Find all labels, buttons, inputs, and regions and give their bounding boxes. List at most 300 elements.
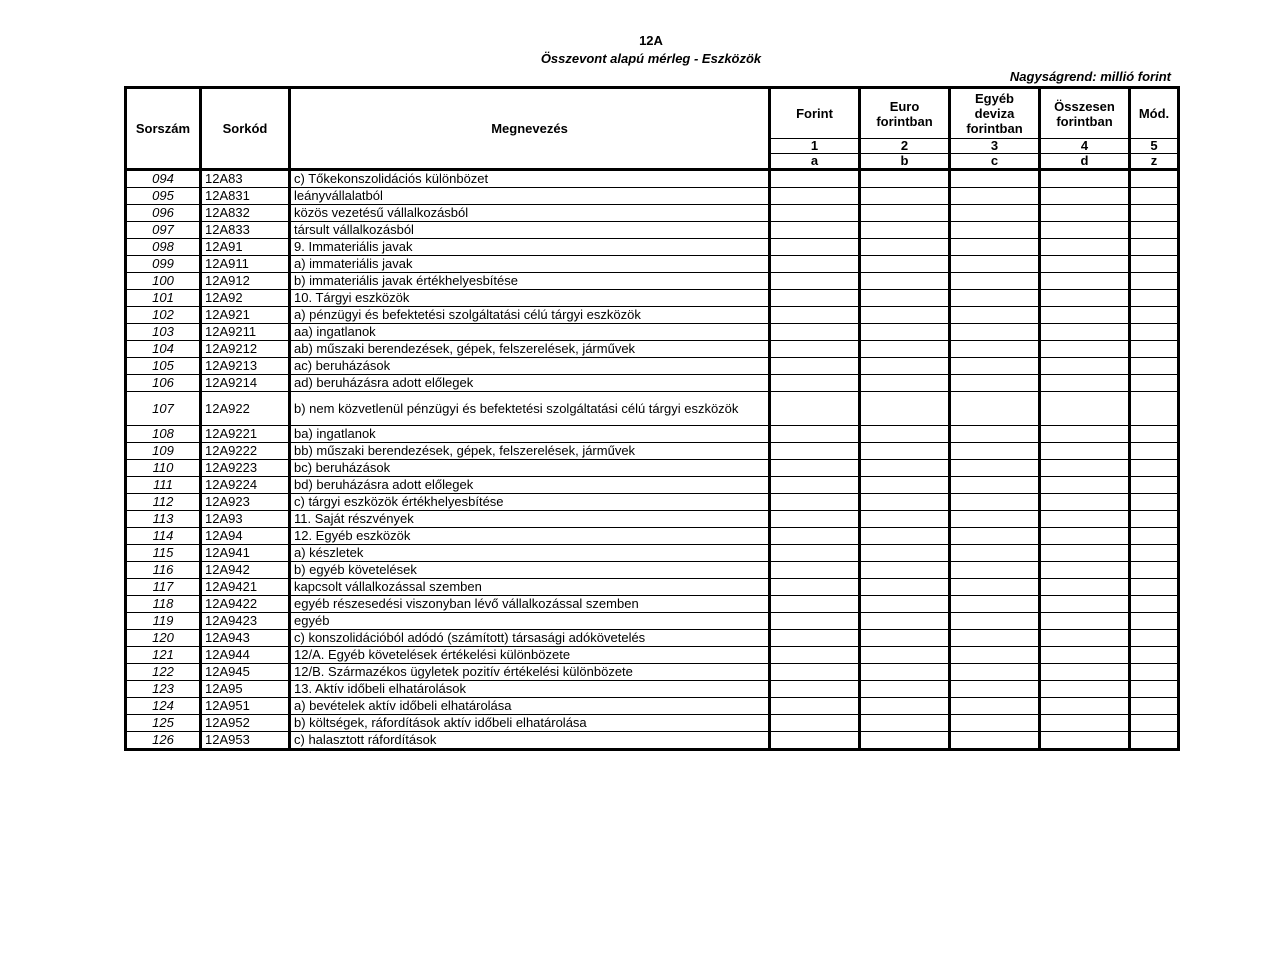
row-name: 12/A. Egyéb követelések értékelési különbözete <box>290 647 770 664</box>
cell-euro[interactable] <box>860 358 950 375</box>
cell-euro[interactable] <box>860 545 950 562</box>
cell-mod[interactable] <box>1130 375 1179 392</box>
cell-forint[interactable] <box>770 222 860 239</box>
row-code: 12A94 <box>201 528 290 545</box>
cell-osszesen[interactable] <box>1040 562 1130 579</box>
cell-forint[interactable] <box>770 698 860 715</box>
row-name: b) egyéb követelések <box>290 562 770 579</box>
cell-euro[interactable] <box>860 256 950 273</box>
cell-euro[interactable] <box>860 511 950 528</box>
row-seq: 115 <box>126 545 201 562</box>
header-sorkod: Sorkód <box>201 88 290 170</box>
row-seq: 110 <box>126 460 201 477</box>
cell-euro[interactable] <box>860 732 950 750</box>
row-seq: 105 <box>126 358 201 375</box>
cell-mod[interactable] <box>1130 681 1179 698</box>
cell-forint[interactable] <box>770 579 860 596</box>
cell-osszesen[interactable] <box>1040 443 1130 460</box>
col-number: 2 <box>860 139 950 154</box>
row-name: aa) ingatlanok <box>290 324 770 341</box>
cell-osszesen[interactable] <box>1040 460 1130 477</box>
cell-mod[interactable] <box>1130 307 1179 324</box>
cell-forint[interactable] <box>770 664 860 681</box>
cell-forint[interactable] <box>770 545 860 562</box>
cell-egyeb-deviza[interactable] <box>950 477 1040 494</box>
cell-osszesen[interactable] <box>1040 256 1130 273</box>
cell-forint[interactable] <box>770 392 860 426</box>
col-letter: a <box>770 154 860 170</box>
col-letter: z <box>1130 154 1179 170</box>
row-seq: 122 <box>126 664 201 681</box>
table-row <box>126 732 1179 750</box>
cell-mod[interactable] <box>1130 273 1179 290</box>
cell-osszesen[interactable] <box>1040 341 1130 358</box>
row-name: társult vállalkozásból <box>290 222 770 239</box>
row-seq: 111 <box>126 477 201 494</box>
col-number: 5 <box>1130 139 1179 154</box>
table-row <box>126 681 1179 698</box>
row-name: bb) műszaki berendezések, gépek, felszerelések, járművek <box>290 443 770 460</box>
cell-forint[interactable] <box>770 443 860 460</box>
cell-mod[interactable] <box>1130 596 1179 613</box>
cell-osszesen[interactable] <box>1040 375 1130 392</box>
cell-osszesen[interactable] <box>1040 545 1130 562</box>
cell-osszesen[interactable] <box>1040 647 1130 664</box>
cell-euro[interactable] <box>860 170 950 188</box>
cell-osszesen[interactable] <box>1040 426 1130 443</box>
table-row <box>126 392 1179 426</box>
cell-forint[interactable] <box>770 273 860 290</box>
cell-euro[interactable] <box>860 579 950 596</box>
cell-mod[interactable] <box>1130 239 1179 256</box>
cell-euro[interactable] <box>860 647 950 664</box>
cell-forint[interactable] <box>770 562 860 579</box>
table-row <box>126 596 1179 613</box>
row-seq: 118 <box>126 596 201 613</box>
cell-egyeb-deviza[interactable] <box>950 511 1040 528</box>
cell-mod[interactable] <box>1130 698 1179 715</box>
cell-osszesen[interactable] <box>1040 681 1130 698</box>
cell-mod[interactable] <box>1130 494 1179 511</box>
cell-osszesen[interactable] <box>1040 494 1130 511</box>
cell-euro[interactable] <box>860 477 950 494</box>
row-seq: 124 <box>126 698 201 715</box>
cell-euro[interactable] <box>860 375 950 392</box>
cell-mod[interactable] <box>1130 732 1179 750</box>
row-name: a) pénzügyi és befektetési szolgáltatási célú tárgyi eszközök <box>290 307 770 324</box>
header-mod: Mód. <box>1130 88 1179 139</box>
row-code: 12A9222 <box>201 443 290 460</box>
table-row <box>126 290 1179 307</box>
table-row <box>126 426 1179 443</box>
cell-mod[interactable] <box>1130 358 1179 375</box>
table-row <box>126 307 1179 324</box>
cell-forint[interactable] <box>770 494 860 511</box>
cell-euro[interactable] <box>860 596 950 613</box>
cell-mod[interactable] <box>1130 341 1179 358</box>
cell-osszesen[interactable] <box>1040 630 1130 647</box>
cell-osszesen[interactable] <box>1040 324 1130 341</box>
row-code: 12A9224 <box>201 477 290 494</box>
cell-mod[interactable] <box>1130 426 1179 443</box>
cell-mod[interactable] <box>1130 170 1179 188</box>
row-seq: 114 <box>126 528 201 545</box>
row-seq: 097 <box>126 222 201 239</box>
row-code: 12A83 <box>201 170 290 188</box>
cell-euro[interactable] <box>860 494 950 511</box>
cell-egyeb-deviza[interactable] <box>950 443 1040 460</box>
cell-forint[interactable] <box>770 170 860 188</box>
header-sorszam: Sorszám <box>126 88 201 170</box>
cell-forint[interactable] <box>770 613 860 630</box>
cell-mod[interactable] <box>1130 545 1179 562</box>
table-row <box>126 698 1179 715</box>
header-megnevezes: Megnevezés <box>290 88 770 170</box>
cell-mod[interactable] <box>1130 188 1179 205</box>
row-seq: 117 <box>126 579 201 596</box>
cell-egyeb-deviza[interactable] <box>950 222 1040 239</box>
cell-egyeb-deviza[interactable] <box>950 647 1040 664</box>
cell-egyeb-deviza[interactable] <box>950 290 1040 307</box>
cell-forint[interactable] <box>770 477 860 494</box>
cell-osszesen[interactable] <box>1040 698 1130 715</box>
row-name: b) immateriális javak értékhelyesbítése <box>290 273 770 290</box>
row-seq: 099 <box>126 256 201 273</box>
table-row <box>126 545 1179 562</box>
cell-euro[interactable] <box>860 290 950 307</box>
page-title: 12A <box>639 33 663 48</box>
cell-egyeb-deviza[interactable] <box>950 324 1040 341</box>
cell-osszesen[interactable] <box>1040 528 1130 545</box>
cell-euro[interactable] <box>860 205 950 222</box>
cell-mod[interactable] <box>1130 579 1179 596</box>
table-row <box>126 341 1179 358</box>
cell-mod[interactable] <box>1130 613 1179 630</box>
row-seq: 102 <box>126 307 201 324</box>
cell-mod[interactable] <box>1130 562 1179 579</box>
row-seq: 098 <box>126 239 201 256</box>
cell-euro[interactable] <box>860 528 950 545</box>
table-row <box>126 358 1179 375</box>
row-name: bd) beruházásra adott előlegek <box>290 477 770 494</box>
cell-euro[interactable] <box>860 630 950 647</box>
row-code: 12A9421 <box>201 579 290 596</box>
row-code: 12A952 <box>201 715 290 732</box>
row-seq: 104 <box>126 341 201 358</box>
col-number: 4 <box>1040 139 1130 154</box>
cell-egyeb-deviza[interactable] <box>950 664 1040 681</box>
table-row <box>126 494 1179 511</box>
table-row <box>126 562 1179 579</box>
row-code: 12A9214 <box>201 375 290 392</box>
table-row <box>126 256 1179 273</box>
col-number: 3 <box>950 139 1040 154</box>
cell-forint[interactable] <box>770 647 860 664</box>
row-code: 12A833 <box>201 222 290 239</box>
cell-euro[interactable] <box>860 460 950 477</box>
cell-forint[interactable] <box>770 307 860 324</box>
cell-euro[interactable] <box>860 715 950 732</box>
cell-mod[interactable] <box>1130 205 1179 222</box>
cell-osszesen[interactable] <box>1040 273 1130 290</box>
cell-forint[interactable] <box>770 460 860 477</box>
cell-euro[interactable] <box>860 341 950 358</box>
row-name: 13. Aktív időbeli elhatárolások <box>290 681 770 698</box>
cell-mod[interactable] <box>1130 630 1179 647</box>
cell-egyeb-deviza[interactable] <box>950 188 1040 205</box>
cell-egyeb-deviza[interactable] <box>950 375 1040 392</box>
row-code: 12A941 <box>201 545 290 562</box>
row-code: 12A922 <box>201 392 290 426</box>
cell-egyeb-deviza[interactable] <box>950 205 1040 222</box>
row-code: 12A95 <box>201 681 290 698</box>
row-name: 9. Immateriális javak <box>290 239 770 256</box>
cell-egyeb-deviza[interactable] <box>950 358 1040 375</box>
cell-egyeb-deviza[interactable] <box>950 494 1040 511</box>
table-row <box>126 579 1179 596</box>
cell-osszesen[interactable] <box>1040 579 1130 596</box>
cell-euro[interactable] <box>860 443 950 460</box>
cell-egyeb-deviza[interactable] <box>950 307 1040 324</box>
cell-mod[interactable] <box>1130 290 1179 307</box>
cell-mod[interactable] <box>1130 664 1179 681</box>
cell-mod[interactable] <box>1130 715 1179 732</box>
row-seq: 100 <box>126 273 201 290</box>
row-name: leányvállalatból <box>290 188 770 205</box>
row-seq: 116 <box>126 562 201 579</box>
row-seq: 126 <box>126 732 201 750</box>
col-letter: b <box>860 154 950 170</box>
row-name: c) tárgyi eszközök értékhelyesbítése <box>290 494 770 511</box>
header-euro: Euro forintban <box>860 88 950 139</box>
cell-euro[interactable] <box>860 324 950 341</box>
table-row <box>126 630 1179 647</box>
cell-mod[interactable] <box>1130 443 1179 460</box>
cell-egyeb-deviza[interactable] <box>950 273 1040 290</box>
col-letter: c <box>950 154 1040 170</box>
cell-osszesen[interactable] <box>1040 205 1130 222</box>
row-name: a) bevételek aktív időbeli elhatárolása <box>290 698 770 715</box>
cell-euro[interactable] <box>860 562 950 579</box>
cell-euro[interactable] <box>860 239 950 256</box>
row-name: 10. Tárgyi eszközök <box>290 290 770 307</box>
cell-forint[interactable] <box>770 188 860 205</box>
row-code: 12A9221 <box>201 426 290 443</box>
row-name: a) immateriális javak <box>290 256 770 273</box>
cell-osszesen[interactable] <box>1040 715 1130 732</box>
cell-forint[interactable] <box>770 681 860 698</box>
cell-egyeb-deviza[interactable] <box>950 579 1040 596</box>
cell-mod[interactable] <box>1130 392 1179 426</box>
cell-osszesen[interactable] <box>1040 239 1130 256</box>
row-seq: 120 <box>126 630 201 647</box>
cell-egyeb-deviza[interactable] <box>950 613 1040 630</box>
cell-egyeb-deviza[interactable] <box>950 256 1040 273</box>
row-code: 12A951 <box>201 698 290 715</box>
cell-osszesen[interactable] <box>1040 664 1130 681</box>
cell-osszesen[interactable] <box>1040 511 1130 528</box>
row-seq: 123 <box>126 681 201 698</box>
row-code: 12A9422 <box>201 596 290 613</box>
row-name: ad) beruházásra adott előlegek <box>290 375 770 392</box>
cell-mod[interactable] <box>1130 222 1179 239</box>
cell-forint[interactable] <box>770 205 860 222</box>
row-name: a) készletek <box>290 545 770 562</box>
cell-forint[interactable] <box>770 732 860 750</box>
row-code: 12A942 <box>201 562 290 579</box>
row-seq: 109 <box>126 443 201 460</box>
cell-egyeb-deviza[interactable] <box>950 715 1040 732</box>
cell-osszesen[interactable] <box>1040 290 1130 307</box>
table-row <box>126 460 1179 477</box>
row-seq: 121 <box>126 647 201 664</box>
cell-osszesen[interactable] <box>1040 307 1130 324</box>
cell-euro[interactable] <box>860 273 950 290</box>
row-seq: 094 <box>126 170 201 188</box>
table-row <box>126 664 1179 681</box>
table-row <box>126 375 1179 392</box>
row-code: 12A9223 <box>201 460 290 477</box>
row-code: 12A923 <box>201 494 290 511</box>
cell-egyeb-deviza[interactable] <box>950 681 1040 698</box>
cell-mod[interactable] <box>1130 647 1179 664</box>
row-seq: 095 <box>126 188 201 205</box>
row-code: 12A911 <box>201 256 290 273</box>
cell-egyeb-deviza[interactable] <box>950 528 1040 545</box>
cell-forint[interactable] <box>770 375 860 392</box>
cell-forint[interactable] <box>770 290 860 307</box>
cell-osszesen[interactable] <box>1040 170 1130 188</box>
cell-euro[interactable] <box>860 664 950 681</box>
page-subtitle: Összevont alapú mérleg - Eszközök <box>540 51 762 66</box>
cell-osszesen[interactable] <box>1040 613 1130 630</box>
row-code: 12A9212 <box>201 341 290 358</box>
row-name: egyéb részesedési viszonyban lévő vállalkozással szemben <box>290 596 770 613</box>
cell-mod[interactable] <box>1130 511 1179 528</box>
cell-egyeb-deviza[interactable] <box>950 239 1040 256</box>
cell-euro[interactable] <box>860 698 950 715</box>
row-seq: 096 <box>126 205 201 222</box>
row-code: 12A953 <box>201 732 290 750</box>
row-name: c) halasztott ráfordítások <box>290 732 770 750</box>
row-code: 12A9211 <box>201 324 290 341</box>
row-name: egyéb <box>290 613 770 630</box>
cell-forint[interactable] <box>770 256 860 273</box>
row-seq: 119 <box>126 613 201 630</box>
row-name: ac) beruházások <box>290 358 770 375</box>
cell-euro[interactable] <box>860 681 950 698</box>
cell-euro[interactable] <box>860 426 950 443</box>
table-row <box>126 511 1179 528</box>
cell-mod[interactable] <box>1130 256 1179 273</box>
cell-egyeb-deviza[interactable] <box>950 630 1040 647</box>
row-code: 12A832 <box>201 205 290 222</box>
cell-osszesen[interactable] <box>1040 188 1130 205</box>
cell-egyeb-deviza[interactable] <box>950 170 1040 188</box>
row-name: ba) ingatlanok <box>290 426 770 443</box>
cell-mod[interactable] <box>1130 528 1179 545</box>
row-code: 12A912 <box>201 273 290 290</box>
table-row <box>126 647 1179 664</box>
row-name: c) Tőkekonszolidációs különbözet <box>290 170 770 188</box>
cell-egyeb-deviza[interactable] <box>950 732 1040 750</box>
cell-egyeb-deviza[interactable] <box>950 392 1040 426</box>
row-seq: 113 <box>126 511 201 528</box>
cell-euro[interactable] <box>860 392 950 426</box>
cell-osszesen[interactable] <box>1040 596 1130 613</box>
table-row <box>126 613 1179 630</box>
cell-forint[interactable] <box>770 426 860 443</box>
row-name: 11. Saját részvények <box>290 511 770 528</box>
row-code: 12A921 <box>201 307 290 324</box>
row-code: 12A831 <box>201 188 290 205</box>
row-name: b) nem közvetlenül pénzügyi és befektetési szolgáltatási célú tárgyi eszközök <box>290 392 770 426</box>
cell-osszesen[interactable] <box>1040 732 1130 750</box>
table-row <box>126 324 1179 341</box>
row-seq: 108 <box>126 426 201 443</box>
table-row <box>126 239 1179 256</box>
cell-egyeb-deviza[interactable] <box>950 545 1040 562</box>
table-row <box>126 205 1179 222</box>
cell-egyeb-deviza[interactable] <box>950 596 1040 613</box>
cell-forint[interactable] <box>770 630 860 647</box>
row-name: c) konszolidációból adódó (számított) társasági adókövetelés <box>290 630 770 647</box>
cell-forint[interactable] <box>770 324 860 341</box>
cell-egyeb-deviza[interactable] <box>950 460 1040 477</box>
cell-euro[interactable] <box>860 188 950 205</box>
row-seq: 103 <box>126 324 201 341</box>
cell-euro[interactable] <box>860 307 950 324</box>
cell-euro[interactable] <box>860 613 950 630</box>
row-code: 12A943 <box>201 630 290 647</box>
cell-forint[interactable] <box>770 341 860 358</box>
cell-forint[interactable] <box>770 358 860 375</box>
cell-egyeb-deviza[interactable] <box>950 562 1040 579</box>
row-seq: 107 <box>126 392 201 426</box>
row-name: ab) műszaki berendezések, gépek, felszerelések, járművek <box>290 341 770 358</box>
cell-forint[interactable] <box>770 715 860 732</box>
table-row <box>126 188 1179 205</box>
table-body <box>126 170 1179 750</box>
cell-euro[interactable] <box>860 222 950 239</box>
cell-forint[interactable] <box>770 528 860 545</box>
header-egyeb-deviza: Egyéb deviza forintban <box>950 88 1040 139</box>
row-code: 12A9213 <box>201 358 290 375</box>
cell-osszesen[interactable] <box>1040 392 1130 426</box>
cell-osszesen[interactable] <box>1040 358 1130 375</box>
col-number: 1 <box>770 139 860 154</box>
row-name: 12. Egyéb eszközök <box>290 528 770 545</box>
header-osszesen: Összesen forintban <box>1040 88 1130 139</box>
cell-osszesen[interactable] <box>1040 222 1130 239</box>
cell-osszesen[interactable] <box>1040 477 1130 494</box>
cell-egyeb-deviza[interactable] <box>950 426 1040 443</box>
cell-forint[interactable] <box>770 239 860 256</box>
row-name: közös vezetésű vállalkozásból <box>290 205 770 222</box>
cell-mod[interactable] <box>1130 477 1179 494</box>
row-name: bc) beruházások <box>290 460 770 477</box>
cell-forint[interactable] <box>770 596 860 613</box>
col-letter: d <box>1040 154 1130 170</box>
cell-mod[interactable] <box>1130 460 1179 477</box>
cell-forint[interactable] <box>770 511 860 528</box>
row-code: 12A945 <box>201 664 290 681</box>
table-row <box>126 273 1179 290</box>
cell-egyeb-deviza[interactable] <box>950 341 1040 358</box>
balance-sheet-table <box>124 86 1180 751</box>
cell-egyeb-deviza[interactable] <box>950 698 1040 715</box>
cell-mod[interactable] <box>1130 324 1179 341</box>
